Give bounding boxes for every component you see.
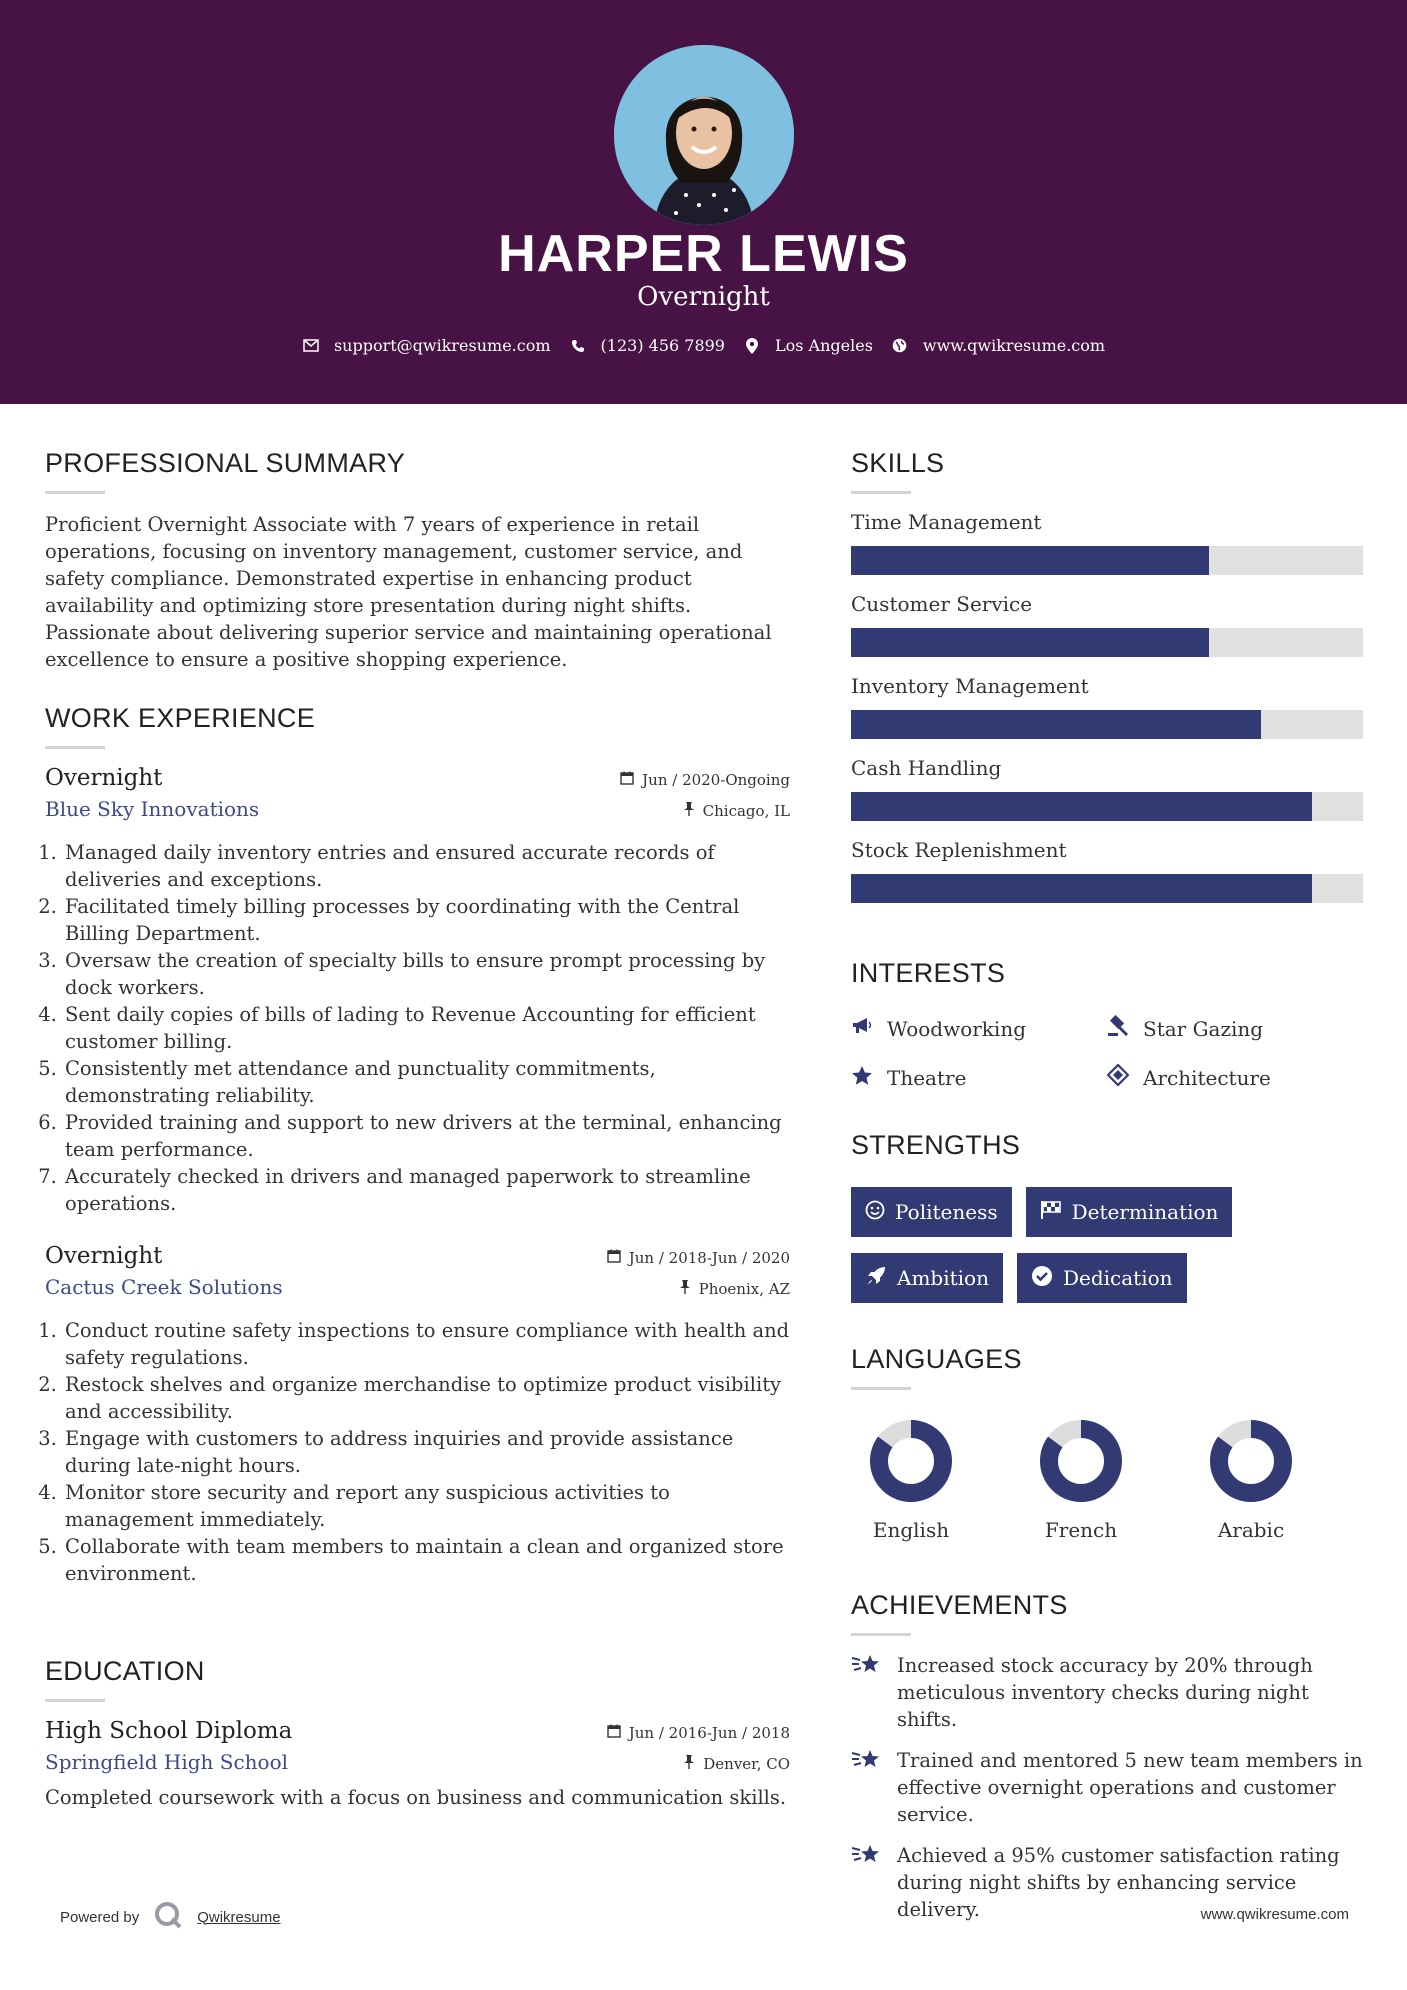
skill-item [851,756,1363,821]
education-location [683,1755,790,1773]
list-item: 1. Conduct routine safety inspections to ensure compliance with health and safety regulations. [63,1317,790,1371]
website-text: www.qwikresume.com [922,336,1106,355]
language-name: French [1044,1518,1118,1542]
skill-bar [851,546,1363,575]
phone-icon [569,337,587,355]
skill-name: Customer Service [851,592,1033,616]
language-item [851,1418,971,1542]
shooting-star-icon [851,1747,883,1828]
language-item [1021,1418,1141,1542]
contact-location [743,336,873,355]
map-pin-icon [743,337,761,355]
education-location-text: Denver, CO [703,1755,790,1773]
languages-heading: LANGUAGES [851,1344,1022,1374]
language-donut [1208,1418,1294,1504]
strengths-section [851,1130,1363,1303]
job-dates [620,771,790,789]
skill-bar-fill [851,628,1209,657]
list-item: 2. Restock shelves and organize merchandise to optimize product visibility and accessibility. [63,1371,790,1425]
responsibilities-list [45,839,790,1217]
language-donut [1038,1418,1124,1504]
language-name: Arabic [1217,1518,1285,1542]
strength-chip [851,1187,1012,1237]
skill-item [851,510,1363,575]
language-name: English [872,1518,950,1542]
strength-label: Determination [1071,1200,1219,1224]
language-donut [868,1418,954,1504]
achievements-list [851,1652,1363,1923]
interest-item [1107,1064,1363,1091]
contact-email[interactable] [302,336,551,355]
skill-item [851,674,1363,739]
location-text: Los Angeles [774,336,873,355]
ticket-icon [1107,1064,1129,1091]
achievement-text: Trained and mentored 5 new team members in effective overnight operations and customer service. [897,1749,1363,1826]
megaphone-icon [851,1016,873,1041]
interest-item [851,1064,1107,1091]
achievement-text: Increased stock accuracy by 20% through meticulous inventory checks during night shifts. [897,1654,1313,1731]
contact-bar [0,336,1407,355]
strengths-row [851,1253,1363,1303]
education-heading: EDUCATION [45,1656,205,1686]
strength-label: Politeness [895,1200,998,1224]
list-item: 5. Consistently met attendance and punctuality commitments, demonstrating reliability. [63,1055,790,1109]
skill-item [851,592,1363,657]
job-dates-text: Jun / 2018-Jun / 2020 [628,1249,790,1267]
calendar-icon [607,1724,621,1742]
achievements-heading: ACHIEVEMENTS [851,1590,1068,1620]
degree-title: High School Diploma [45,1718,293,1744]
section-divider [45,491,105,494]
job-location [679,1280,790,1298]
list-item: 3. Oversaw the creation of specialty bills to ensure prompt processing by dock workers. [63,947,790,1001]
list-item: 6. Provided training and support to new drivers at the terminal, enhancing team performance. [63,1109,790,1163]
skills-list [851,510,1363,903]
education-dates [607,1724,790,1742]
list-item: 4. Sent daily copies of bills of lading to Revenue Accounting for efficient customer billing. [63,1001,790,1055]
achievement-item [851,1652,1363,1733]
achievements-section [851,1590,1363,1923]
company-name: Cactus Creek Solutions [45,1275,283,1299]
candidate-title: Overnight [637,282,770,312]
skill-bar-fill [851,792,1312,821]
skill-bar-fill [851,710,1261,739]
phone-text: (123) 456 7899 [600,336,725,355]
interest-item [851,1015,1107,1042]
list-item: 2. Facilitated timely billing processes by coordinating with the Central Billing Department. [63,893,790,947]
candidate-name: HARPER LEWIS [498,225,909,283]
contact-phone[interactable] [569,336,725,355]
strength-chip [1026,1187,1233,1237]
list-item: 4. Monitor store security and report any suspicious activities to management immediately. [63,1479,790,1533]
list-item: 1. Managed daily inventory entries and ensured accurate records of deliveries and exceptions. [63,839,790,893]
shooting-star-icon [851,1652,883,1733]
skill-name: Cash Handling [851,756,1002,780]
interests-heading: INTERESTS [851,958,1006,988]
interests-grid [851,1015,1363,1091]
job-location-text: Chicago, IL [702,802,790,820]
skill-bar [851,710,1363,739]
shooting-star-icon [851,1842,883,1923]
smile-icon [865,1200,885,1225]
responsibilities-list [45,1317,790,1587]
qwikresume-logo-icon [153,1900,183,1934]
language-item [1191,1418,1311,1542]
skill-bar [851,874,1363,903]
skill-name: Inventory Management [851,674,1089,698]
strengths-row [851,1187,1363,1237]
experience-heading: WORK EXPERIENCE [45,703,316,733]
summary-text: Proficient Overnight Associate with 7 years of experience in retail operations, focusing on inventory management, customer service, and safety compliance. Demonstrated expertise in enhancing product availability and optimizing store presentation during night shifts. Passionate about delivering superior service and maintaining operational excellence to ensure a positive shopping experience. [45,513,772,671]
gavel-icon [1107,1015,1129,1042]
education-description: Completed coursework with a focus on business and communication skills. [45,1786,787,1809]
strength-label: Ambition [897,1266,989,1290]
skill-item [851,838,1363,903]
strengths-heading: STRENGTHS [851,1130,1021,1160]
job-title: Overnight [45,765,163,791]
footer-website[interactable]: www.qwikresume.com [1200,1906,1349,1923]
section-divider [851,1633,911,1636]
list-item: 3. Engage with customers to address inquiries and provide assistance during late-night hours. [63,1425,790,1479]
pushpin-icon [679,1280,691,1298]
skills-heading: SKILLS [851,448,945,478]
job-dates [607,1249,790,1267]
skill-name: Time Management [851,510,1042,534]
skill-bar [851,792,1363,821]
section-divider [851,1387,911,1390]
envelope-icon [302,337,320,355]
job-dates-text: Jun / 2020-Ongoing [642,771,790,789]
brand-link[interactable]: Qwikresume [197,1908,281,1926]
interest-label: Woodworking [887,1016,1027,1041]
interest-label: Architecture [1143,1065,1271,1090]
calendar-icon [607,1249,621,1267]
section-divider [45,1699,105,1702]
calendar-icon [620,771,634,789]
list-item: 7. Accurately checked in drivers and managed paperwork to streamline operations. [63,1163,790,1217]
languages-row [851,1418,1363,1542]
contact-website[interactable] [891,336,1105,355]
strength-label: Dedication [1062,1266,1173,1290]
job-entry [45,765,790,1217]
skill-bar-fill [851,874,1312,903]
powered-by [60,1900,281,1934]
flag-icon [1040,1200,1062,1225]
pushpin-icon [683,802,695,820]
job-location-text: Phoenix, AZ [698,1280,790,1298]
summary-heading: PROFESSIONAL SUMMARY [45,448,406,478]
summary-section [45,448,790,673]
resume-header [0,0,1407,404]
globe-icon [891,337,909,355]
strength-chip [851,1253,1003,1303]
pushpin-icon [683,1755,695,1773]
company-name: Blue Sky Innovations [45,797,260,821]
education-section [45,1656,790,1811]
section-divider [851,491,911,494]
job-entry [45,1243,790,1587]
job-location [683,802,790,820]
languages-section [851,1344,1363,1542]
achievement-text: Achieved a 95% customer satisfaction rating during night shifts by enhancing service delivery. [897,1844,1340,1921]
experience-section [45,703,790,1587]
strength-chip [1017,1253,1187,1303]
interest-label: Theatre [887,1065,967,1090]
email-text: support@qwikresume.com [333,336,551,355]
school-name: Springfield High School [45,1750,289,1774]
profile-photo [614,45,794,225]
achievement-item [851,1747,1363,1828]
interest-item [1107,1015,1363,1042]
skill-bar-fill [851,546,1209,575]
interest-label: Star Gazing [1143,1016,1264,1041]
job-title: Overnight [45,1243,163,1269]
skill-name: Stock Replenishment [851,838,1067,862]
list-item: 5. Collaborate with team members to maintain a clean and organized store environment. [63,1533,790,1587]
skills-section [851,448,1363,903]
star-icon [851,1065,873,1091]
check-circle-icon [1031,1265,1053,1292]
rocket-icon [865,1265,887,1292]
section-divider [45,746,105,749]
education-dates-text: Jun / 2016-Jun / 2018 [628,1724,790,1742]
skill-bar [851,628,1363,657]
interests-section [851,958,1363,1091]
powered-by-label: Powered by [60,1908,140,1926]
